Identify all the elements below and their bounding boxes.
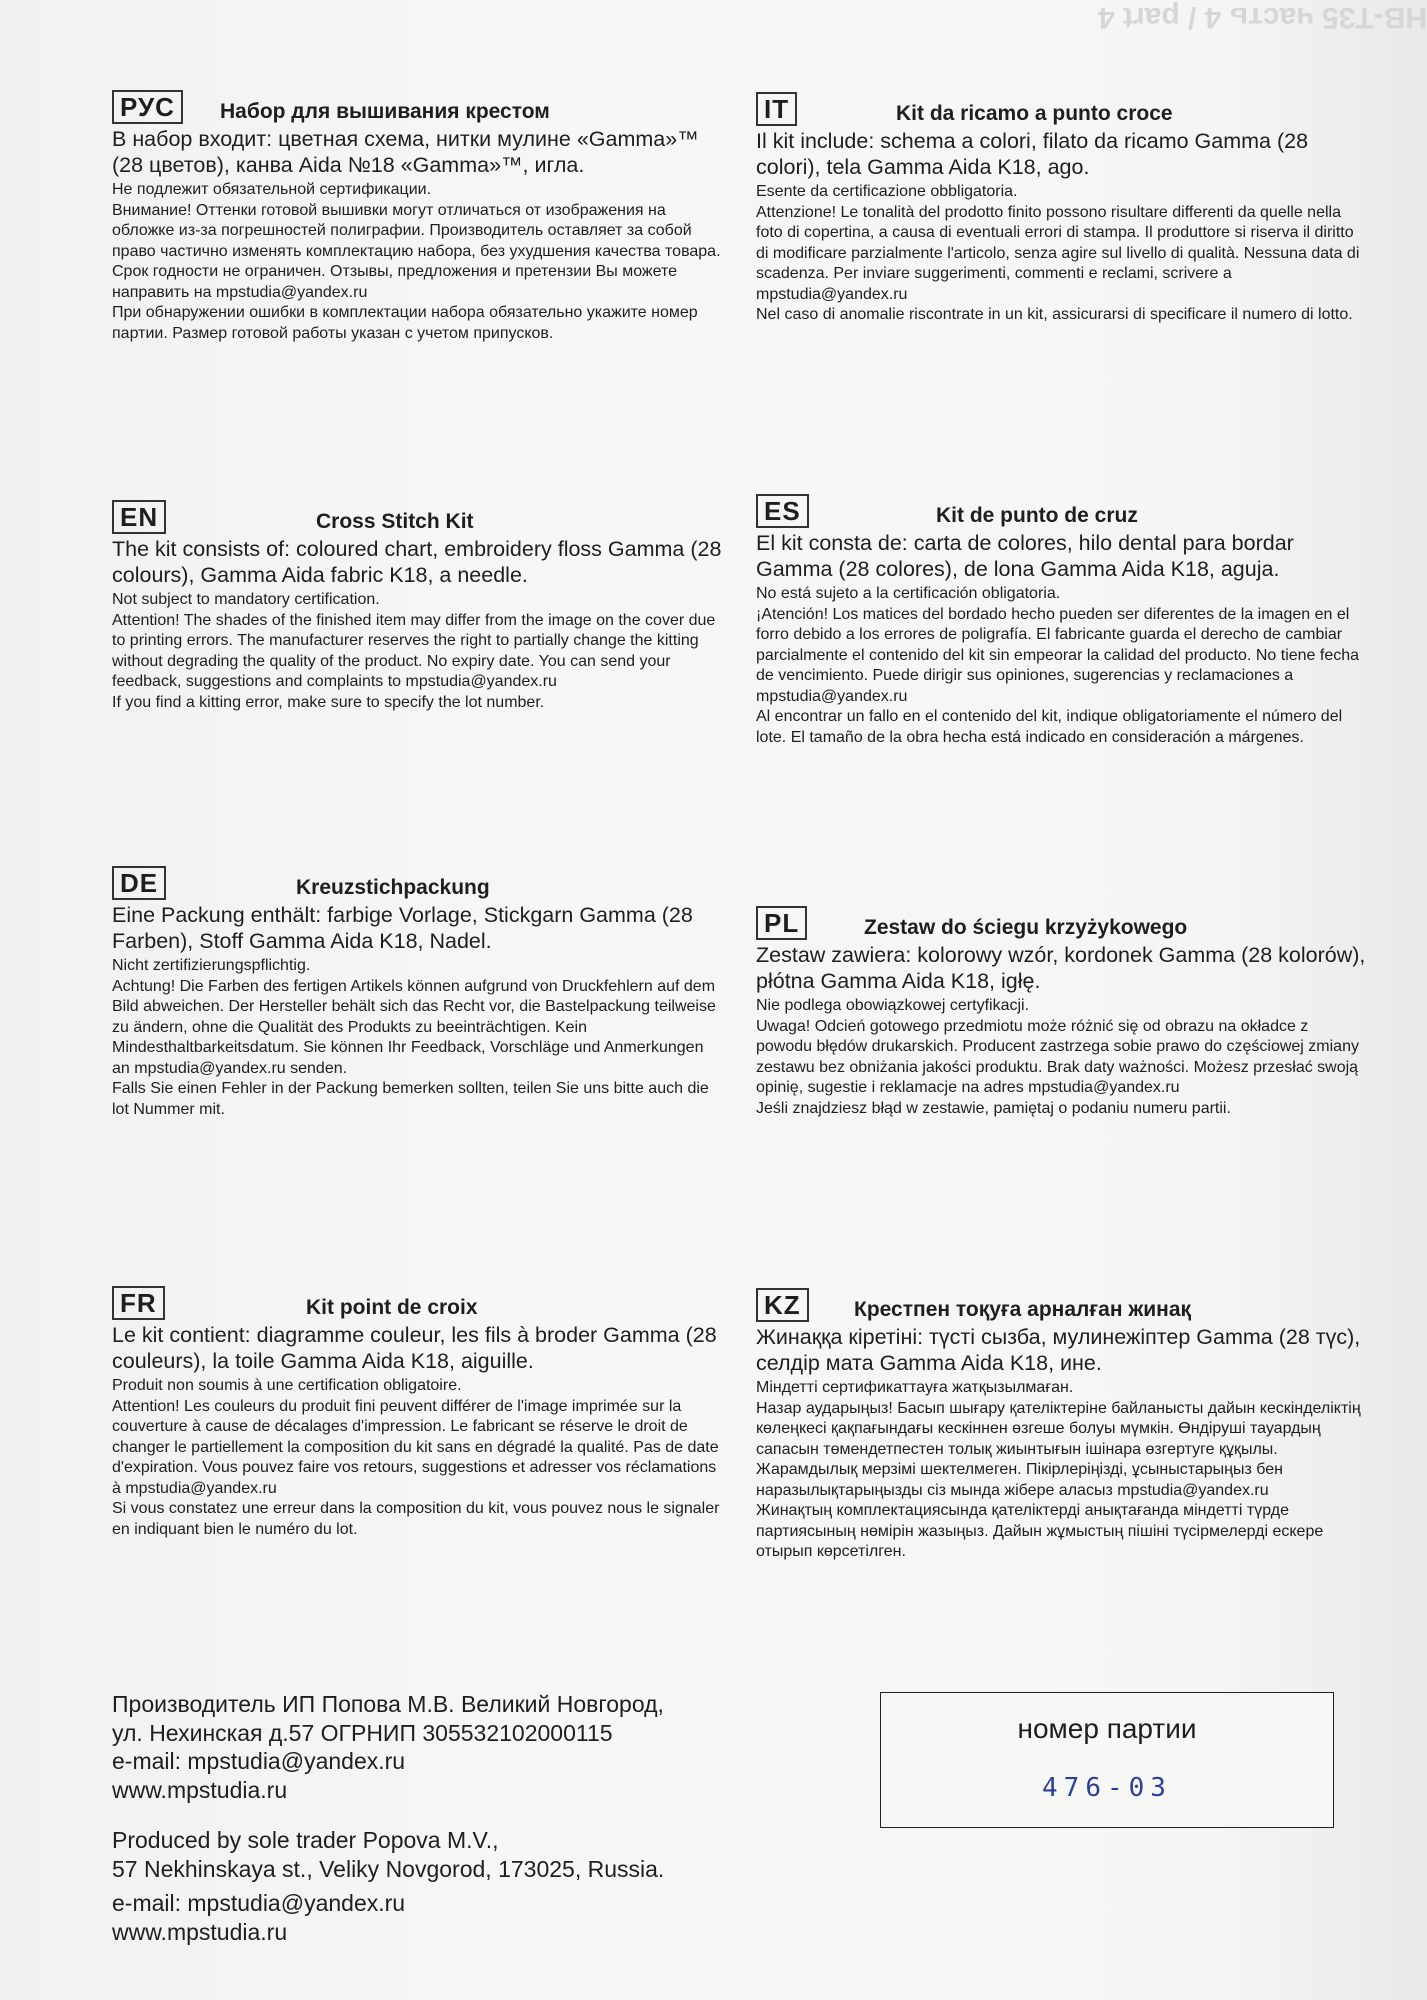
lang-tag-es: ES xyxy=(756,494,809,528)
kit-contents-ru: В набор входит: цветная схема, нитки мулине «Gamma»™ (28 цветов), канва Aida №18 «Gamma»™, игла. xyxy=(112,127,699,177)
attention-note-en: Attention! The shades of the finished item may differ from the image on the cover due to printing errors. The manufacturer reserves the right to partially change the kitting without degrading the quality of the product. No expiry date. You can send your feedback, suggestions and complaints to mpstudia@yandex.ru xyxy=(112,611,716,690)
section-en xyxy=(112,500,722,713)
lang-tag-pl: PL xyxy=(756,906,807,940)
email-line: e-mail: mpstudia@yandex.ru xyxy=(112,1748,406,1774)
lot-note-fr: Si vous constatez une erreur dans la composition du kit, vous pouvez nous le signaler en indiquant bien le numéro du lot. xyxy=(112,1500,720,1538)
certification-note-it: Esente da certificazione obbligatoria. xyxy=(756,183,1018,200)
section-title-ru: Набор для вышивания крестом xyxy=(220,100,550,123)
section-de xyxy=(112,866,722,1120)
section-it xyxy=(756,92,1366,326)
lang-tag-de: DE xyxy=(112,866,166,900)
section-pl xyxy=(756,906,1366,1119)
kit-contents-it: Il kit include: schema a colori, filato da ricamo Gamma (28 colori), tela Gamma Aida K18, ago. xyxy=(756,129,1309,179)
section-ru xyxy=(112,90,722,344)
address-line: ул. Нехинская д.57 ОГРНИП 305532102000115 xyxy=(112,1719,613,1746)
attention-note-it: Attenzione! Le tonalità del prodotto finito possono risultare differenti da quelle nella foto di copertina, a causa di eventuali errori di stampa. Il produttore si riserva il diritto di modificare parzialmente l'articolo, senza agire sul livello di qualità. Nessuna data di scadenza. Per inviare suggerimenti, commenti e reclami, scrivere a mpstudia@yandex.ru xyxy=(756,203,1360,303)
section-title-en: Cross Stitch Kit xyxy=(316,510,474,533)
certification-note-ru: Не подлежит обязательной сертификации. xyxy=(112,181,432,198)
lang-tag-fr: FR xyxy=(112,1286,165,1320)
section-title-es: Kit de punto de cruz xyxy=(936,504,1138,527)
kit-contents-en: The kit consists of: coloured chart, embroidery floss Gamma (28 colours), Gamma Aida fabric K18, a needle. xyxy=(112,537,722,587)
kit-contents-pl: Zestaw zawiera: kolorowy wzór, kordonek Gamma (28 kolorów), płótna Gamma Aida K18, igłę. xyxy=(756,943,1366,993)
website-line: www.mpstudia.ru xyxy=(112,1918,288,1945)
lang-tag-kz: KZ xyxy=(756,1288,809,1322)
lot-number-stamp: 476-03 xyxy=(1042,1773,1172,1803)
attention-note-es: ¡Atención! Los matices del bordado hecho pueden ser diferentes de la imagen en el forro debido a los errores de poligrafía. El fabricante guarda el derecho de cambiar parcialmente el contenido del kit sin empeorar la calidad del producto. No tiene fecha de vencimiento. Puede dirigir sus opiniones, sugerencias y reclamaciones a mpstudia@yandex.ru xyxy=(756,605,1360,705)
section-title-it: Kit da ricamo a punto croce xyxy=(896,102,1173,125)
lot-note-it: Nel caso di anomalie riscontrate in un kit, assicurarsi di specificare il numero di lotto. xyxy=(756,306,1353,323)
producer-info-en xyxy=(112,1826,664,1946)
certification-note-es: No está sujeto a la certificación obligatoria. xyxy=(756,585,1061,602)
lot-note-de: Falls Sie einen Fehler in der Packung bemerken sollten, teilen Sie uns bitte auch die lot Nummer mit. xyxy=(112,1080,709,1118)
attention-note-de: Achtung! Die Farben des fertigen Artikels können aufgrund von Druckfehlern auf dem Bild abweichen. Der Hersteller behält sich das Recht vor, die Bastelpackung teilweise zu ändern, ohne die Qualität des Produkts zu beeinträchtigen. Kein Mindesthaltbarkeitsdatum. Sie können Ihr Feedback, Vorschläge und Anmerkungen an mpstudia@yandex.ru senden. xyxy=(112,977,716,1077)
section-title-fr: Kit point de croix xyxy=(306,1296,478,1319)
lot-number-label: номер партии xyxy=(1017,1713,1197,1744)
kit-contents-kz: Жинаққа кіретіні: түсті сызба, мулинежіптер Gamma (28 түс), селдір мата Gamma Aida K18, ине. xyxy=(756,1325,1361,1375)
mirrored-header-code: HB-T35 часть 4 / part 4 xyxy=(1098,1,1427,34)
attention-note-kz: Назар аударыңыз! Басып шығару қателіктеріне байланысты дайын кескінделіктің көлеңкесі қақпағындағы кескіннен өзгеше болуы мүмкін. Өндіруші тауардың сапасын төмендетпестен толық жиынтығын ішінара өзгертуге құқылы. Жарамдылық мерзімі шектелмеген. Пікірлеріңізді, ұсыныстарыңыз бен наразылықтарыңызды сіз мында жібере аласыз mpstudia@yandex.ru xyxy=(756,1399,1361,1499)
section-es xyxy=(756,494,1366,748)
producer-info-ru xyxy=(112,1690,664,1804)
kit-contents-fr: Le kit contient: diagramme couleur, les fils à broder Gamma (28 couleurs), la toile Gamma Aida K18, aiguille. xyxy=(112,1323,717,1373)
lang-tag-ru: РУС xyxy=(112,90,183,124)
email-line: e-mail: mpstudia@yandex.ru xyxy=(112,1890,406,1916)
certification-note-kz: Міндетті сертификаттауға жатқызылмаған. xyxy=(756,1379,1074,1396)
lang-tag-en: EN xyxy=(112,500,166,534)
producer-line: Производитель ИП Попова М.В. Великий Новгород, xyxy=(112,1691,664,1717)
lot-note-ru: При обнаружении ошибки в комплектации набора обязательно укажите номер партии. Размер готовой работы указан с учетом припусков. xyxy=(112,304,698,342)
attention-note-fr: Attention! Les couleurs du produit fini peuvent différer de l'image imprimée sur la couverture à cause de décalages d'impression. Le fabricant se réserve le droit de changer le partiellement la composition du kit sans en dégradé la qualité. Pas de date d'expiration. Vous pouvez faire vos retours, suggestions et adresser vos réclamations à mpstudia@yandex.ru xyxy=(112,1397,719,1497)
producer-line: Produced by sole trader Popova M.V., xyxy=(112,1827,499,1853)
lot-note-pl: Jeśli znajdziesz błąd w zestawie, pamiętaj o podaniu numeru partii. xyxy=(756,1099,1231,1117)
certification-note-pl: Nie podlega obowiązkowej certyfikacji. xyxy=(756,997,1030,1014)
certification-note-en: Not subject to mandatory certification. xyxy=(112,591,380,608)
certification-note-de: Nicht zertifizierungspflichtig. xyxy=(112,957,311,974)
section-title-de: Kreuzstichpackung xyxy=(296,876,490,899)
address-line: 57 Nekhinskaya st., Veliky Novgorod, 173025, Russia. xyxy=(112,1855,665,1882)
section-title-kz: Крестпен тоқуға арналған жинақ xyxy=(854,1298,1192,1321)
kit-contents-es: El kit consta de: carta de colores, hilo dental para bordar Gamma (28 colores), de lona Gamma Aida K18, aguja. xyxy=(756,531,1294,581)
lang-tag-it: IT xyxy=(756,92,797,126)
section-fr xyxy=(112,1286,722,1540)
lot-note-kz: Жинақтың комплектациясында қателіктерді анықтағанда міндетті түрде партиясының нөмірін жазыңыз. Дайын жұмыстың пішіні түсірмелерді ескере отырып көрсетілген. xyxy=(756,1502,1324,1560)
certification-note-fr: Produit non soumis à une certification obligatoire. xyxy=(112,1377,462,1394)
attention-note-pl: Uwaga! Odcień gotowego przedmiotu może różnić się od obrazu na okładce z powodu błędów drukarskich. Producent zastrzega sobie prawo do częściowej zmiany zestawu bez obniżania jakości produktu. Brak daty ważności. Możesz przesłać swoją opinię, sugestie i reklamacje na adres mpstudia@yandex.ru xyxy=(756,1017,1359,1096)
kit-contents-de: Eine Packung enthält: farbige Vorlage, Stickgarn Gamma (28 Farben), Stoff Gamma Aida K18, Nadel. xyxy=(112,903,693,953)
website-line: www.mpstudia.ru xyxy=(112,1776,288,1803)
attention-note-ru: Внимание! Оттенки готовой вышивки могут отличаться от изображения на обложке из-за погрешностей полиграфии. Производитель оставляет за собой право частично изменять комплектацию набора, без ухудшения качества товара. Срок годности не ограничен. Отзывы, предложения и претензии Вы можете направить на mpstudia@yandex.ru xyxy=(112,201,721,301)
section-kz xyxy=(756,1288,1366,1563)
lot-note-en: If you find a kitting error, make sure to specify the lot number. xyxy=(112,693,545,711)
lot-number-box xyxy=(880,1692,1334,1828)
lot-note-es: Al encontrar un fallo en el contenido del kit, indique obligatoriamente el número del lote. El tamaño de la obra hecha está indicado en consideración a márgenes. xyxy=(756,708,1343,746)
section-title-pl: Zestaw do ściegu krzyżykowego xyxy=(864,916,1188,939)
